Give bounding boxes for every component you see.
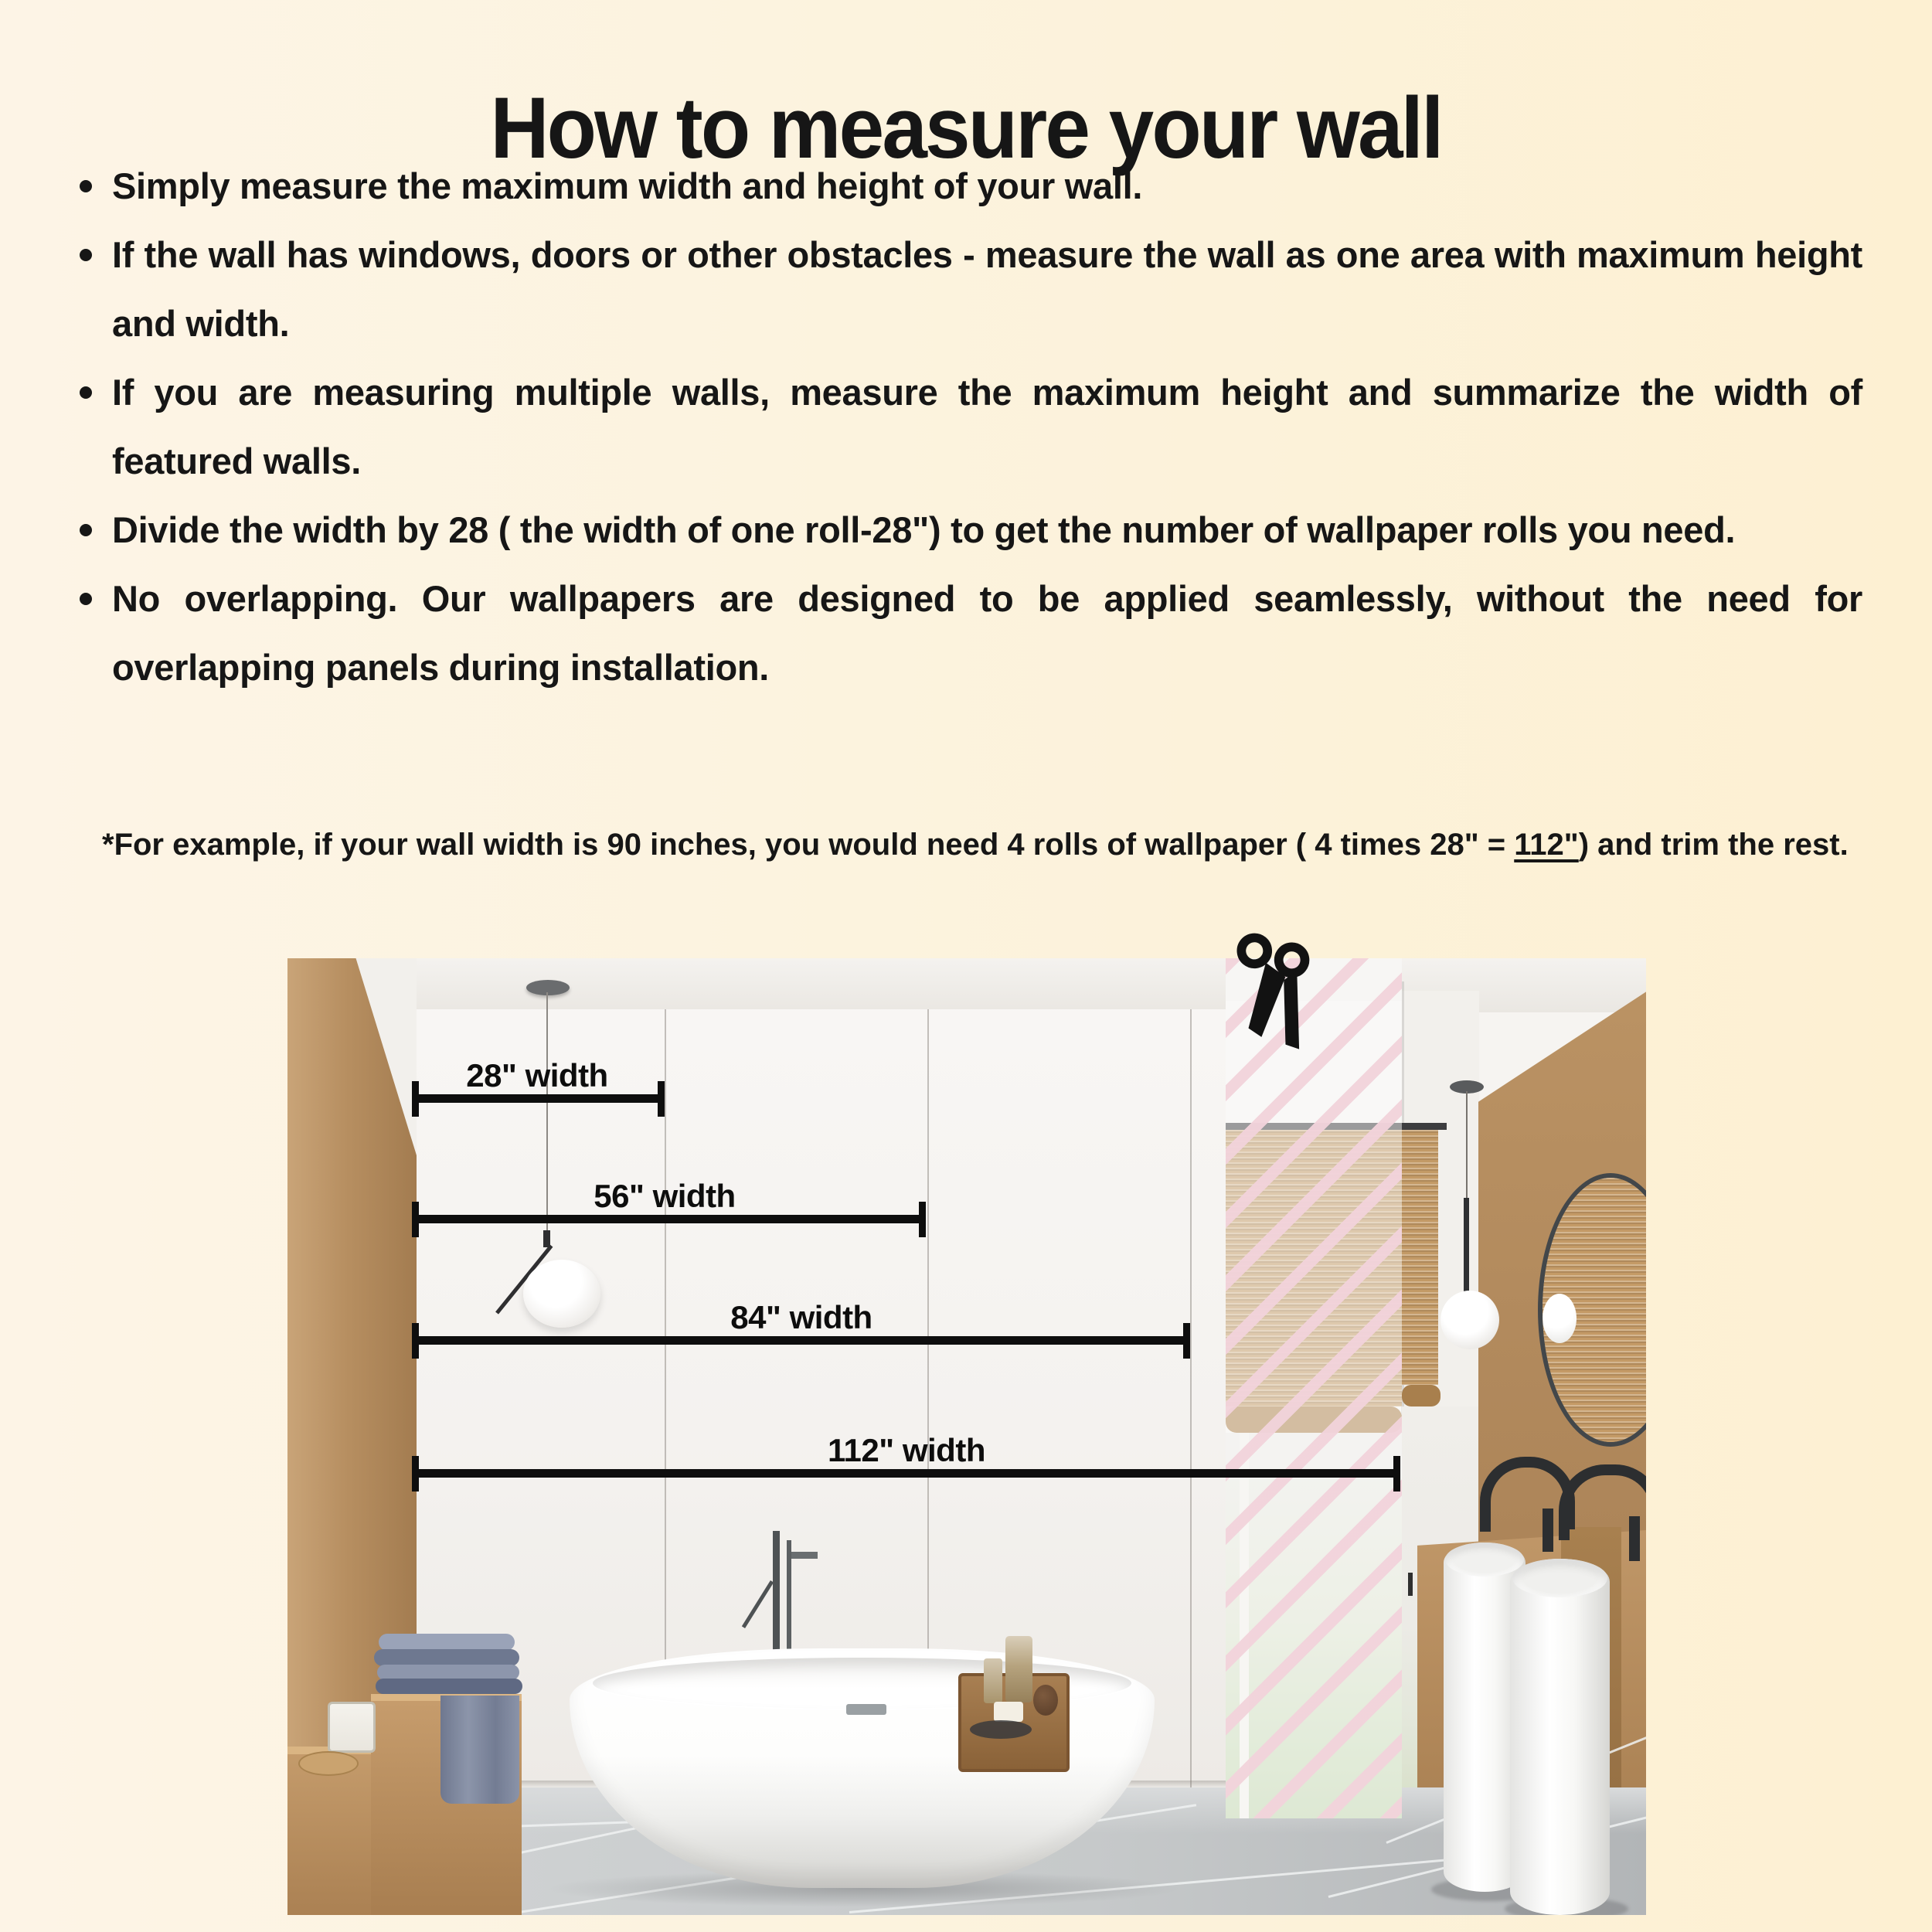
measurement-line	[415, 1215, 926, 1223]
pedestal-sink	[1510, 1559, 1610, 1915]
measurement-tick	[412, 1081, 419, 1117]
measurement-tick	[658, 1081, 665, 1117]
wooden-brush	[298, 1751, 359, 1776]
bullet-text: If you are measuring multiple walls, measure the maximum height and summarize the width of featured walls.	[112, 372, 1862, 481]
soap-dish	[970, 1720, 1032, 1739]
measurement-label: 56" width	[594, 1178, 736, 1214]
measurement-tick	[412, 1323, 419, 1359]
towel-stack	[374, 1634, 521, 1696]
list-item	[66, 358, 1862, 495]
pendant-canopy	[526, 980, 570, 995]
pendant-globe	[523, 1260, 600, 1328]
soap-bar	[994, 1702, 1023, 1722]
measurement-tick	[1393, 1456, 1400, 1492]
pendant-rod	[1464, 1198, 1469, 1295]
faucet-spout	[791, 1552, 818, 1559]
panel-seam	[1190, 1009, 1192, 1788]
list-item	[66, 495, 1862, 564]
folded-towel	[377, 1665, 519, 1680]
bamboo-blind	[1402, 1130, 1438, 1385]
tub-filler-trim	[846, 1704, 886, 1715]
bullet-dot	[80, 180, 92, 192]
measurement-line	[415, 1094, 665, 1103]
folded-towel	[379, 1634, 515, 1651]
bullet-text: Simply measure the maximum width and height of your wall.	[112, 165, 1143, 206]
measurement-label: 112" width	[828, 1432, 985, 1468]
trim-strip-hatching	[1226, 958, 1402, 1818]
measurement-tick	[412, 1202, 419, 1237]
measurement-line	[415, 1469, 1400, 1478]
pinecone	[1033, 1685, 1058, 1716]
sink-faucet-spout	[1543, 1509, 1553, 1552]
blind-rail	[1402, 1123, 1447, 1130]
list-item	[66, 564, 1862, 702]
hanging-towel	[440, 1696, 519, 1804]
note-suffix: ) and trim the rest.	[1578, 828, 1849, 862]
mirror-reflection-globe	[1543, 1294, 1577, 1343]
folded-towel	[376, 1679, 522, 1694]
trim-strip	[1226, 958, 1402, 1818]
bullet-text: No overlapping. Our wallpapers are designed to be applied seamlessly, without the need for overlapping panels during installation.	[112, 578, 1862, 688]
bullet-text: Divide the width by 28 ( the width of one roll-28") to get the number of wallpaper rolls you need.	[112, 509, 1736, 550]
pendant-cord	[1466, 1091, 1468, 1198]
example-note	[102, 821, 1849, 869]
pendant-globe	[1440, 1291, 1499, 1349]
measurement-label: 84" width	[730, 1299, 872, 1335]
bullet-dot	[80, 593, 92, 605]
sink-basin-top	[1512, 1559, 1607, 1597]
sink-faucet-leg	[1559, 1516, 1570, 1539]
bullet-dot	[80, 386, 92, 399]
bullet-dot	[80, 249, 92, 261]
door-handle	[1408, 1573, 1413, 1596]
page-title: How to measure your wall	[490, 80, 1442, 177]
measurement-label: 28" width	[466, 1057, 608, 1094]
folded-towel	[374, 1649, 519, 1666]
sink-faucet-leg	[1480, 1509, 1491, 1532]
measurement-line	[415, 1336, 1190, 1345]
scissors-icon	[1228, 923, 1342, 1064]
bullet-dot	[80, 524, 92, 536]
sink-faucet-spout	[1629, 1516, 1640, 1561]
glass-jar	[328, 1702, 376, 1753]
bullet-text: If the wall has windows, doors or other obstacles - measure the wall as one area with maximum height and width.	[112, 234, 1862, 344]
sink-basin-top	[1445, 1543, 1524, 1577]
candle	[1005, 1636, 1032, 1702]
list-item	[66, 220, 1862, 358]
note-highlight: 112"	[1514, 828, 1579, 862]
list-item	[66, 151, 1862, 220]
candle	[984, 1658, 1002, 1703]
round-mirror	[1538, 1173, 1646, 1447]
measurement-tick	[412, 1456, 419, 1492]
measurement-tick	[919, 1202, 926, 1237]
note-prefix: *For example, if your wall width is 90 inches, you would need 4 rolls of wallpaper ( 4 times 28" =	[102, 828, 1515, 862]
instruction-list	[66, 151, 1862, 702]
measurement-tick	[1183, 1323, 1190, 1359]
blind-roll	[1402, 1385, 1440, 1406]
